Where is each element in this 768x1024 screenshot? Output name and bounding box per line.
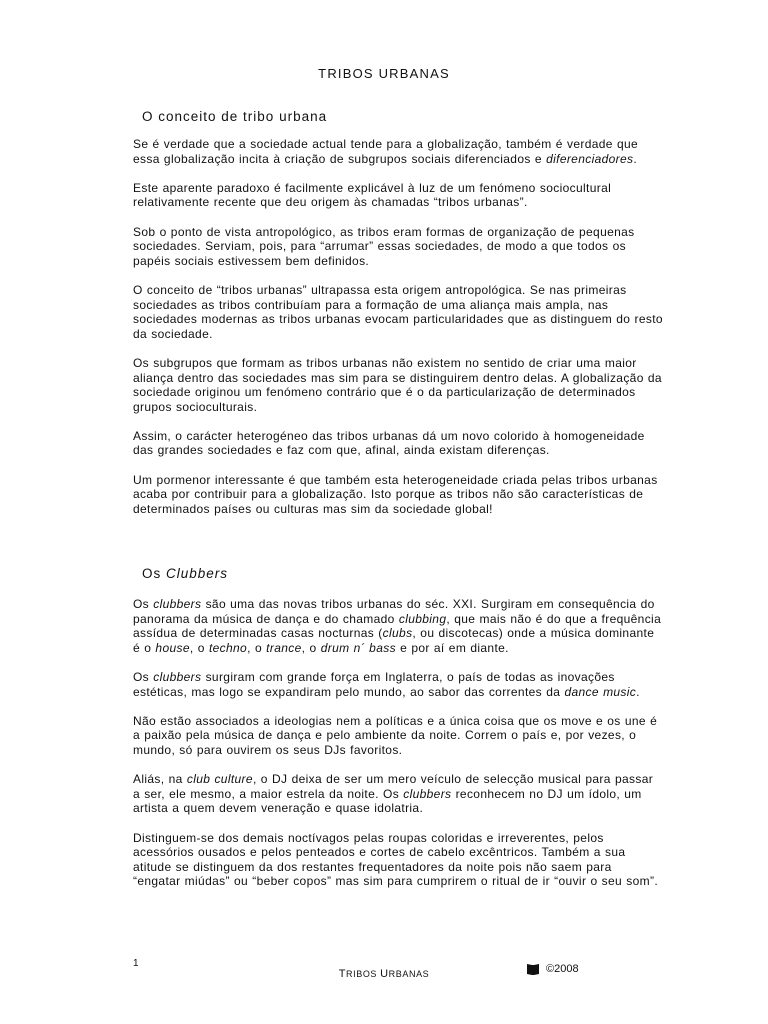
text-run: Os subgrupos que formam as tribos urbanas não existem no sentido de criar uma maior aliança dentro das sociedades mas sim para se distinguirem dentro delas. A globalização da sociedade originou um fenómeno contrário que é o da particularização de determinados grupos socioculturais. (133, 355, 662, 414)
paragraph (133, 283, 663, 341)
italic-text: clubbers (153, 669, 202, 684)
text-run: reconhecem no DJ um ídolo, um artista a quem devem veneração e quase idolatria. (133, 786, 642, 816)
italic-text: techno (208, 640, 248, 655)
text-run: Os (142, 566, 167, 581)
book-logo-icon (526, 962, 540, 976)
italic-text: clubbers (153, 597, 202, 611)
italic-text: club culture (186, 772, 253, 787)
italic-text: drum n´ bass (320, 640, 396, 655)
paragraph (133, 714, 663, 758)
text-run: , ou discotecas) onde a música dominante é o (133, 626, 655, 655)
text-run: Os (133, 669, 154, 684)
footer-title (0, 968, 768, 980)
paragraph (133, 225, 663, 269)
italic-text: clubbers (403, 786, 452, 801)
document-title: TRIBOS URBANAS (318, 66, 450, 81)
text-run: Se é verdade que a sociedade actual tende para a globalização, também é verdade que essa globalização incita à criação de subgrupos sociais diferenciados e (133, 137, 639, 166)
section-body-clubbers (133, 597, 663, 903)
text-run: Sob o ponto de vista antropológico, as tribos eram formas de organização de pequenas sociedades. Serviam, pois, para “arrumar” essas sociedades, de modo a que todos os papéis sociais estivessem bem definidos. (133, 224, 635, 268)
text-run: Aliás, na (133, 772, 187, 787)
italic-text: dance music (564, 684, 637, 699)
section-body-concept (133, 137, 663, 531)
italic-text: diferenciadores (546, 151, 634, 166)
footer-title-part: RIBOS (346, 969, 381, 979)
italic-text: clubbing (398, 611, 447, 626)
paragraph (133, 137, 663, 166)
paragraph (133, 181, 663, 210)
page-number: 1 (133, 958, 139, 969)
italic-text: Clubbers (166, 566, 229, 581)
text-run: O conceito de tribo urbana (142, 109, 328, 124)
italic-text: trance (266, 640, 302, 655)
footer-title-part: U (380, 968, 389, 980)
text-run: , o (301, 640, 321, 655)
text-run: surgiram com grande força em Inglaterra, o país de todas as inovações estéticas, mas logo se expandiram pelo mundo, ao sabor das correntes da (133, 669, 615, 699)
footer-logo (526, 962, 579, 976)
text-run: , o DJ deixa de ser um mero veículo de selecção musical para passar a ser, ele mesmo, a maior estrela da noite. Os (133, 772, 654, 801)
italic-text: clubs (382, 626, 413, 641)
text-run: são uma das novas tribos urbanas do séc. XXI. Surgiram em consequência do panorama da música de dança e do chamado (133, 597, 655, 626)
text-run: Um pormenor interessante é que também esta heterogeneidade criada pelas tribos urbanas acaba por contribuir para a globalização. Isto porque as tribos não são características de determinados países ou culturas mas sim da sociedade global! (133, 472, 658, 516)
text-run: , o (189, 640, 209, 655)
text-run: . (636, 684, 640, 699)
italic-text: house (155, 640, 190, 655)
section-heading-concept (142, 109, 327, 124)
copyright-text: ©2008 (546, 963, 579, 975)
text-run: Assim, o carácter heterogéneo das tribos urbanas dá um novo colorido à homogeneidade das grandes sociedades e faz com que, afinal, ainda existam diferenças. (133, 428, 645, 458)
text-run: Não estão associados a ideologias nem a políticas e a única coisa que os move e os une é a paixão pela música de dança e pelo ambiente da noite. Correm o país e, por vezes, o mundo, só para ouvirem os seus DJs favoritos. (133, 713, 658, 757)
paragraph (133, 597, 663, 655)
paragraph (133, 831, 663, 889)
paragraph (133, 429, 663, 458)
text-run: . (633, 151, 638, 166)
paragraph (133, 772, 663, 816)
text-run: Distinguem-se dos demais noctívagos pelas roupas coloridas e irreverentes, pelos acessórios ousados e pelos penteados e cortes de cabelo excêntricos. Também a sua atitude se distinguem da dos restantes frequentadores da noite pois não saem para “engatar miúdas” ou “beber copos” mas sim para cumprirem o ritual de ir “ouvir o seu som”. (133, 830, 659, 889)
paragraph (133, 473, 663, 517)
text-run: O conceito de “tribos urbanas” ultrapassa esta origem antropológica. Se nas primeiras sociedades as tribos contribuíam para a formação de uma aliança mais ampla, nas sociedades modernas as tribos urbanas evocam particularidades que as distinguem do resto da sociedade. (133, 282, 663, 341)
paragraph (133, 670, 663, 699)
text-run: Os (133, 597, 154, 611)
text-run: Este aparente paradoxo é facilmente explicável à luz de um fenómeno sociocultural relativamente recente que deu origem às chamadas “tribos urbanas”. (133, 180, 612, 210)
paragraph (133, 356, 663, 414)
text-run: e por aí em diante. (395, 640, 509, 655)
section-heading-clubbers (142, 566, 228, 581)
footer-title-part: T (338, 968, 347, 980)
text-run: , o (247, 640, 267, 655)
footer-title-part: RBANAS (388, 969, 430, 979)
text-run: , que mais não é do que a frequência assídua de determinadas casas nocturnas ( (133, 611, 662, 641)
